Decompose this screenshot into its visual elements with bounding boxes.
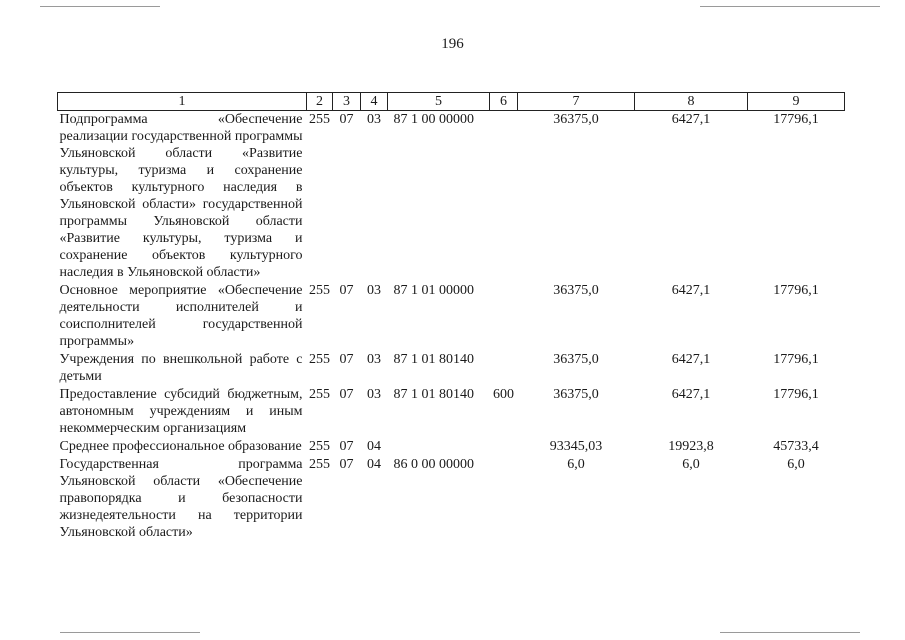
row-name: Подпрограмма «Обеспечение реализации государственной программы Ульяновской области «Развитие культуры, туризма и сохранение объектов культурного наследия в Ульяновской области» государственной программы Ульяновской области «Развитие культуры, туризма и сохранение объектов культурного наследия в Ульяновской области» (59, 112, 303, 280)
row-amount-col7: 36375,0 (553, 352, 599, 367)
row-amount-col9: 17796,1 (773, 352, 819, 367)
row-name: Государственная программа Ульяновской области «Обеспечение правопорядка и безопасности жизнедеятельности на территории Ульяновской области» (59, 457, 303, 540)
page-number: 196 (441, 36, 464, 52)
row-vr (490, 111, 518, 283)
row-rz: 07 (339, 439, 354, 454)
row-gr: 255 (309, 112, 330, 127)
col-header-2021: 9 (748, 93, 845, 111)
row-amount-col8: 6427,1 (671, 112, 711, 127)
row-rz: 07 (339, 387, 354, 402)
row-amount-col8: 19923,8 (668, 439, 714, 454)
row-csr: 87 1 00 00000 (393, 112, 474, 127)
row-amount-col7: 36375,0 (553, 283, 599, 298)
table-row (58, 456, 845, 542)
scan-artifact-bottom-right (720, 632, 860, 633)
row-csr: 86 0 00 00000 (393, 457, 474, 472)
col-header-rz: 3 (333, 93, 361, 111)
row-rz: 07 (339, 457, 354, 472)
row-amount-col9: 6,0 (787, 457, 805, 472)
col-header-vr: 6 (490, 93, 518, 111)
row-amount-col8: 6427,1 (671, 387, 711, 402)
row-pr: 03 (367, 112, 381, 127)
row-name: Предоставление субсидий бюджетным, автономным учреждениям и иным некоммерческим организациям (59, 387, 303, 436)
budget-table (57, 92, 845, 542)
row-amount-col7: 36375,0 (553, 387, 599, 402)
row-pr: 03 (367, 352, 381, 367)
row-pr: 03 (367, 283, 381, 298)
col-header-csr: 5 (388, 93, 490, 111)
row-amount-col9: 17796,1 (773, 112, 819, 127)
row-amount-col7: 36375,0 (553, 112, 599, 127)
col-header-pr: 4 (361, 93, 388, 111)
row-gr: 255 (309, 352, 330, 367)
row-csr: 87 1 01 80140 (393, 352, 474, 367)
row-rz: 07 (339, 283, 354, 298)
scan-artifact-top (40, 6, 160, 7)
scan-artifact-top-right (700, 6, 880, 7)
row-rz: 07 (339, 112, 354, 127)
row-vr: 600 (493, 387, 514, 402)
row-pr: 03 (367, 387, 381, 402)
row-amount-col9: 17796,1 (773, 387, 819, 402)
col-header-2019: 7 (518, 93, 635, 111)
row-name: Среднее профессиональное образование (59, 439, 302, 454)
scan-artifact-bottom (60, 632, 200, 633)
row-pr: 04 (367, 439, 381, 454)
row-amount-col7: 93345,03 (549, 439, 603, 454)
row-name: Основное мероприятие «Обеспечение деятельности исполнителей и соисполнителей государственной программы» (59, 283, 303, 349)
row-gr: 255 (309, 283, 330, 298)
col-header-2020: 8 (635, 93, 748, 111)
row-csr (388, 438, 490, 456)
table-header-row (58, 93, 845, 111)
table-row (58, 282, 845, 351)
row-gr: 255 (309, 457, 330, 472)
col-header-name: 1 (58, 93, 307, 111)
table-row (58, 386, 845, 438)
row-gr: 255 (309, 439, 330, 454)
row-name: Учреждения по внешкольной работе с детьми (59, 352, 303, 384)
row-vr (490, 438, 518, 456)
row-amount-col9: 45733,4 (773, 439, 819, 454)
row-csr: 87 1 01 00000 (393, 283, 474, 298)
row-amount-col8: 6,0 (682, 457, 700, 472)
table-row (58, 351, 845, 386)
row-vr (490, 351, 518, 386)
row-pr: 04 (367, 457, 381, 472)
row-rz: 07 (339, 352, 354, 367)
table-row (58, 438, 845, 456)
row-csr: 87 1 01 80140 (393, 387, 474, 402)
row-vr (490, 282, 518, 351)
row-amount-col8: 6427,1 (671, 352, 711, 367)
row-amount-col8: 6427,1 (671, 283, 711, 298)
row-vr (490, 456, 518, 542)
row-amount-col9: 17796,1 (773, 283, 819, 298)
row-amount-col7: 6,0 (567, 457, 585, 472)
table-row (58, 111, 845, 283)
row-gr: 255 (309, 387, 330, 402)
col-header-gr: 2 (307, 93, 333, 111)
